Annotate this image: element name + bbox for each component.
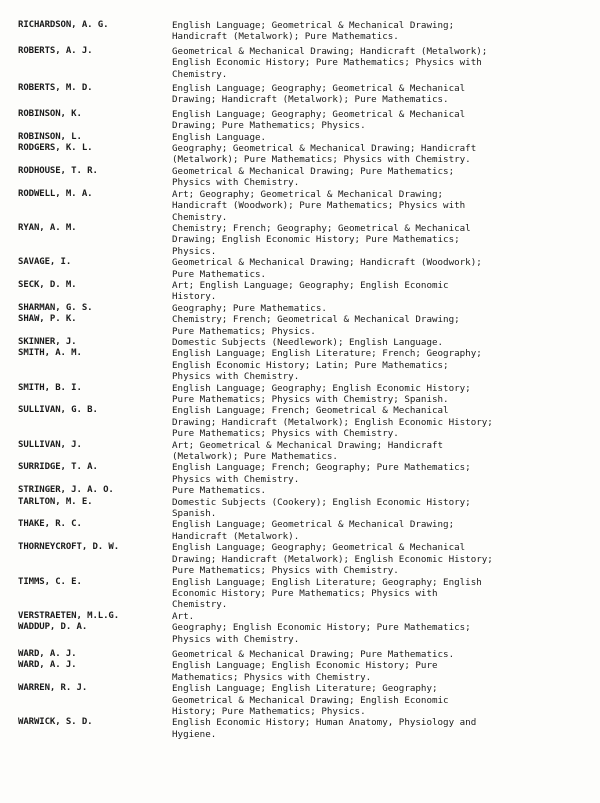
candidate-entry bbox=[18, 143, 586, 166]
subjects-line: Physics with Chemistry. bbox=[172, 633, 300, 645]
subjects-line: English Language; Geography; Geometrical & Mechanical bbox=[172, 108, 466, 120]
candidate-subjects bbox=[172, 257, 586, 280]
candidate-name: RICHARDSON, A. G. bbox=[18, 20, 109, 30]
candidate-entry bbox=[18, 683, 586, 717]
candidate-entry bbox=[18, 348, 586, 382]
candidate-entry bbox=[18, 109, 586, 132]
candidate-subjects bbox=[172, 485, 586, 496]
candidate-entry bbox=[18, 577, 586, 611]
candidate-name: SKINNER, J. bbox=[18, 336, 77, 347]
subjects-line: Hygiene. bbox=[172, 728, 217, 740]
subjects-line: Pure Mathematics; Physics with Chemistry. bbox=[172, 565, 399, 577]
candidate-name: ROBINSON, L. bbox=[18, 131, 82, 142]
candidate-subjects bbox=[172, 611, 586, 622]
subjects-line: English Economic History; Pure Mathematics; Physics with bbox=[172, 57, 482, 69]
candidate-name: TIMMS, C. E. bbox=[18, 576, 82, 587]
subjects-line: Drawing; Handicraft (Metalwork); English Economic History; bbox=[172, 416, 493, 428]
subjects-line: English Language; French; Geometrical & Mechanical bbox=[172, 405, 449, 417]
subjects-line: English Language; English Economic History; Pure bbox=[172, 660, 438, 672]
candidate-entry bbox=[18, 542, 586, 576]
candidate-name: SURRIDGE, T. A. bbox=[18, 462, 98, 473]
candidate-entry bbox=[18, 132, 586, 143]
subjects-line: Geography; Geometrical & Mechanical Drawing; Handicraft bbox=[172, 143, 477, 155]
subjects-line: Pure Mathematics; Physics with Chemistry. bbox=[172, 428, 399, 440]
candidate-entry bbox=[18, 405, 586, 439]
subjects-line: Geometrical & Mechanical Drawing; Pure Mathematics. bbox=[172, 648, 455, 660]
candidate-subjects bbox=[172, 717, 586, 740]
candidate-name: WARREN, R. J. bbox=[18, 683, 88, 694]
candidate-entry bbox=[18, 717, 586, 740]
subjects-line: Pure Mathematics; Physics. bbox=[172, 325, 316, 337]
candidate-subjects bbox=[172, 622, 586, 645]
candidate-name: RODWELL, M. A. bbox=[18, 188, 93, 199]
candidate-entry bbox=[18, 46, 586, 80]
candidate-entry bbox=[18, 83, 586, 106]
candidate-subjects bbox=[172, 143, 586, 166]
subjects-line: Chemistry. bbox=[172, 599, 228, 611]
candidate-subjects bbox=[172, 46, 586, 80]
candidate-entry bbox=[18, 20, 586, 43]
candidate-subjects bbox=[172, 348, 586, 382]
candidate-entry bbox=[18, 166, 586, 189]
candidate-name: SULLIVAN, G. B. bbox=[18, 405, 98, 416]
subjects-line: History; Pure Mathematics; Physics. bbox=[172, 705, 366, 717]
candidate-name: TARLTON, M. E. bbox=[18, 496, 93, 507]
subjects-line: English Language; Geography; Geometrical & Mechanical bbox=[172, 83, 466, 95]
subjects-line: Chemistry. bbox=[172, 211, 228, 223]
candidate-name: RYAN, A. M. bbox=[18, 222, 77, 233]
subjects-line: Chemistry; French; Geometrical & Mechanical Drawing; bbox=[172, 314, 460, 326]
candidate-subjects bbox=[172, 542, 586, 576]
candidate-entry bbox=[18, 314, 586, 337]
candidate-entry bbox=[18, 611, 586, 622]
subjects-line: English Economic History; Latin; Pure Mathematics; bbox=[172, 359, 449, 371]
candidate-subjects bbox=[172, 303, 586, 314]
candidate-subjects bbox=[172, 660, 586, 683]
subjects-line: English Language; English Literature; Geography; bbox=[172, 683, 438, 695]
candidate-name: RODGERS, K. L. bbox=[18, 143, 93, 154]
candidate-entry bbox=[18, 649, 586, 660]
candidate-name: SECK, D. M. bbox=[18, 279, 77, 290]
candidate-subjects bbox=[172, 519, 586, 542]
subjects-line: Physics with Chemistry. bbox=[172, 473, 300, 485]
candidate-entry bbox=[18, 462, 586, 485]
candidate-entry bbox=[18, 303, 586, 314]
candidate-entry bbox=[18, 337, 586, 348]
candidate-subjects bbox=[172, 383, 586, 406]
candidate-subjects bbox=[172, 462, 586, 485]
subjects-line: Geometrical & Mechanical Drawing; Pure Mathematics; bbox=[172, 165, 455, 177]
subjects-line: Geometrical & Mechanical Drawing; Handicraft (Metalwork); bbox=[172, 45, 488, 57]
candidate-name: ROBINSON, K. bbox=[18, 108, 82, 119]
candidate-name: WARD, A. J. bbox=[18, 648, 77, 659]
candidate-subjects bbox=[172, 83, 586, 106]
subjects-line: History. bbox=[172, 291, 217, 303]
subjects-line: English Language; English Literature; Geography; English bbox=[172, 576, 482, 588]
candidate-subjects bbox=[172, 440, 586, 463]
candidate-entry bbox=[18, 519, 586, 542]
candidate-name: THAKE, R. C. bbox=[18, 519, 82, 530]
subjects-line: Mathematics; Physics with Chemistry. bbox=[172, 671, 372, 683]
subjects-line: English Language. bbox=[172, 131, 267, 143]
candidate-name: THORNEYCROFT, D. W. bbox=[18, 542, 120, 553]
candidate-entry bbox=[18, 660, 586, 683]
subjects-line: Geometrical & Mechanical Drawing; Handicraft (Woodwork); bbox=[172, 257, 482, 269]
candidate-name: ROBERTS, M. D. bbox=[18, 83, 93, 94]
candidate-entry bbox=[18, 189, 586, 223]
subjects-line: Physics with Chemistry. bbox=[172, 371, 300, 383]
candidate-subjects bbox=[172, 189, 586, 223]
subjects-line: Art; Geography; Geometrical & Mechanical Drawing; bbox=[172, 188, 444, 200]
subjects-line: Geography; Pure Mathematics. bbox=[172, 302, 327, 314]
candidate-subjects bbox=[172, 132, 586, 143]
candidate-entry bbox=[18, 383, 586, 406]
candidate-subjects bbox=[172, 577, 586, 611]
candidate-subjects bbox=[172, 223, 586, 257]
candidate-name: ROBERTS, A. J. bbox=[18, 45, 93, 56]
candidate-subjects bbox=[172, 497, 586, 520]
candidate-name: SHAW, P. K. bbox=[18, 314, 77, 325]
subjects-line: Physics. bbox=[172, 245, 217, 257]
subjects-line: Economic History; Pure Mathematics; Physics with bbox=[172, 587, 438, 599]
subjects-line: Drawing; Pure Mathematics; Physics. bbox=[172, 120, 366, 132]
candidate-entry bbox=[18, 497, 586, 520]
subjects-line: Chemistry; French; Geography; Geometrical & Mechanical bbox=[172, 222, 471, 234]
candidate-entry bbox=[18, 257, 586, 280]
candidate-name: VERSTRAETEN, M.L.G. bbox=[18, 610, 120, 621]
subjects-line: English Language; Geography; Geometrical & Mechanical bbox=[172, 542, 466, 554]
candidate-name: SAVAGE, I. bbox=[18, 257, 72, 268]
subjects-line: (Metalwork); Pure Mathematics; Physics with Chemistry. bbox=[172, 154, 471, 166]
subjects-line: Physics with Chemistry. bbox=[172, 177, 300, 189]
candidate-subjects bbox=[172, 166, 586, 189]
subjects-line: Spanish. bbox=[172, 508, 217, 520]
candidate-subjects bbox=[172, 280, 586, 303]
candidate-name: WARWICK, S. D. bbox=[18, 717, 93, 728]
subjects-line: Handicraft (Metalwork); Pure Mathematics. bbox=[172, 31, 399, 43]
subjects-line: Drawing; Handicraft (Metalwork); English Economic History; bbox=[172, 553, 493, 565]
candidate-name: SHARMAN, G. S. bbox=[18, 302, 93, 313]
subjects-line: English Language; Geography; English Economic History; bbox=[172, 382, 471, 394]
candidate-name: SMITH, A. M. bbox=[18, 348, 82, 359]
subjects-line: English Economic History; Human Anatomy, Physiology and bbox=[172, 717, 477, 729]
candidate-subjects bbox=[172, 649, 586, 660]
candidate-subjects bbox=[172, 20, 586, 43]
subjects-line: Domestic Subjects (Cookery); English Economic History; bbox=[172, 496, 471, 508]
examination-results-list bbox=[18, 20, 586, 740]
subjects-line: Pure Mathematics; Physics with Chemistry; Spanish. bbox=[172, 394, 449, 405]
subjects-line: Art; English Language; Geography; English Economic bbox=[172, 279, 449, 291]
subjects-line: English Language; Geometrical & Mechanical Drawing; bbox=[172, 20, 455, 31]
subjects-line: Art. bbox=[172, 610, 195, 622]
subjects-line: Domestic Subjects (Needlework); English Language. bbox=[172, 336, 444, 348]
subjects-line: Art; Geometrical & Mechanical Drawing; Handicraft bbox=[172, 439, 444, 451]
subjects-line: English Language; English Literature; French; Geography; bbox=[172, 348, 482, 360]
subjects-line: Chemistry. bbox=[172, 68, 228, 80]
candidate-name: SULLIVAN, J. bbox=[18, 439, 82, 450]
subjects-line: Handicraft (Woodwork); Pure Mathematics; Physics with bbox=[172, 200, 466, 212]
candidate-name: RODHOUSE, T. R. bbox=[18, 165, 98, 176]
subjects-line: Drawing; English Economic History; Pure Mathematics; bbox=[172, 234, 460, 246]
candidate-name: SMITH, B. I. bbox=[18, 382, 82, 393]
subjects-line: (Metalwork); Pure Mathematics. bbox=[172, 451, 338, 463]
candidate-entry bbox=[18, 622, 586, 645]
subjects-line: English Language; Geometrical & Mechanical Drawing; bbox=[172, 519, 455, 531]
subjects-line: Handicraft (Metalwork). bbox=[172, 530, 300, 542]
subjects-line: Drawing; Handicraft (Metalwork); Pure Mathematics. bbox=[172, 94, 449, 106]
subjects-line: Geography; English Economic History; Pure Mathematics; bbox=[172, 622, 471, 634]
candidate-name: WARD, A. J. bbox=[18, 660, 77, 671]
candidate-entry bbox=[18, 223, 586, 257]
candidate-subjects bbox=[172, 314, 586, 337]
candidate-name: WADDUP, D. A. bbox=[18, 622, 88, 633]
subjects-line: English Language; French; Geography; Pure Mathematics; bbox=[172, 462, 471, 474]
candidate-entry bbox=[18, 280, 586, 303]
subjects-line: Geometrical & Mechanical Drawing; English Economic bbox=[172, 694, 449, 706]
candidate-entry bbox=[18, 485, 586, 496]
candidate-entry bbox=[18, 440, 586, 463]
subjects-line: Pure Mathematics. bbox=[172, 485, 267, 497]
subjects-line: Pure Mathematics. bbox=[172, 268, 267, 280]
candidate-subjects bbox=[172, 337, 586, 348]
candidate-name: STRINGER, J. A. O. bbox=[18, 485, 114, 496]
candidate-subjects bbox=[172, 683, 586, 717]
candidate-subjects bbox=[172, 405, 586, 439]
candidate-subjects bbox=[172, 109, 586, 132]
